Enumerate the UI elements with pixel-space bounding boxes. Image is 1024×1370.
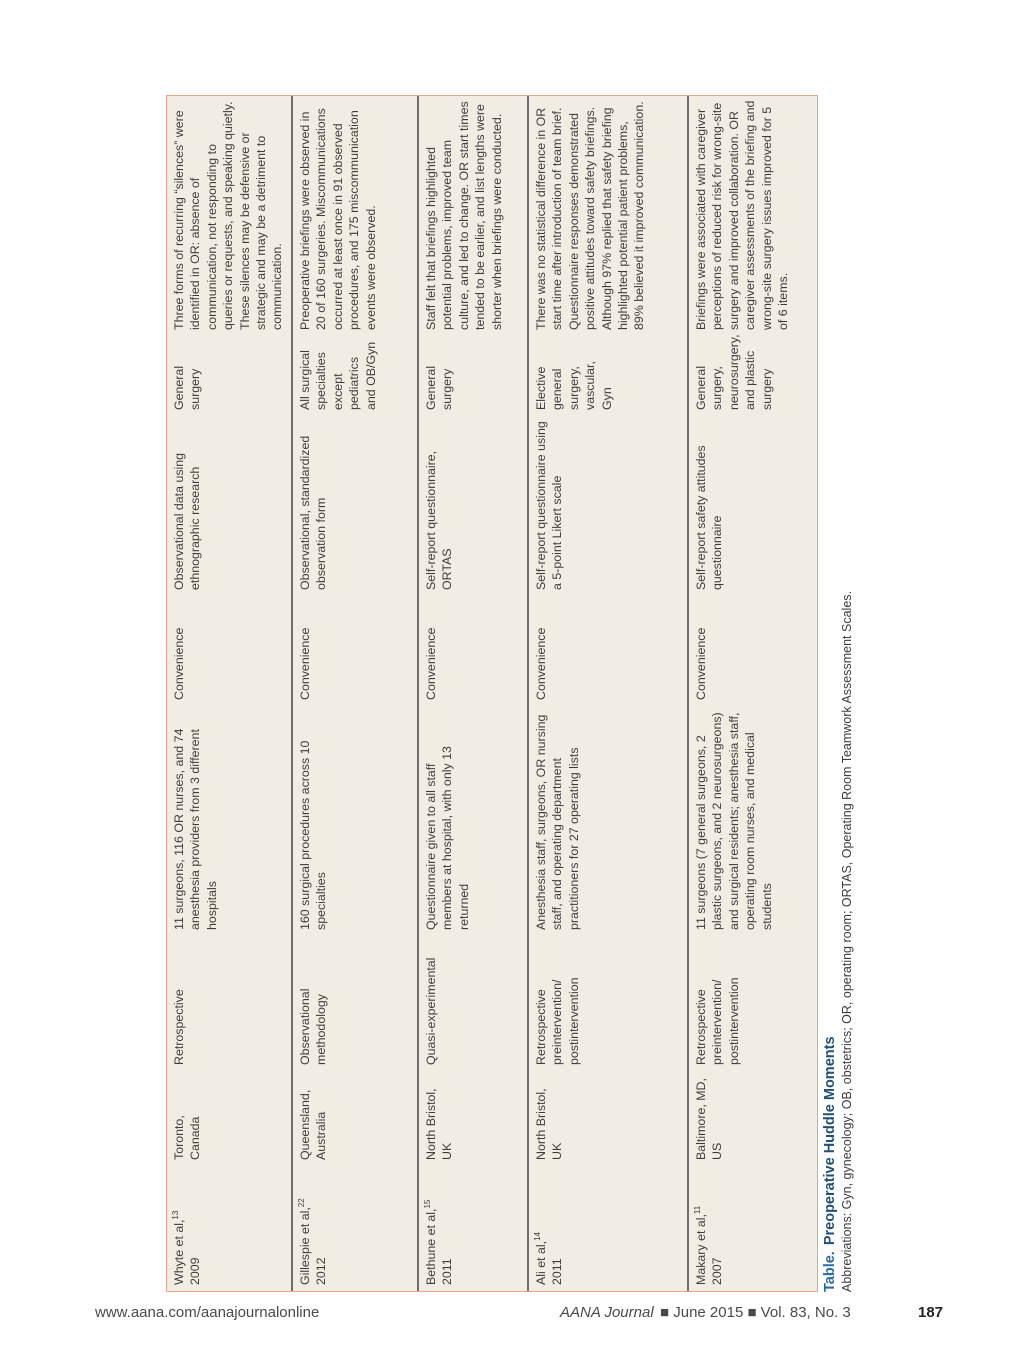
table-row — [167, 96, 293, 1291]
sampling-cell: Convenience — [298, 627, 312, 700]
sampling-cell: Convenience — [172, 627, 186, 700]
specialty-cell: General surgery, neurosurgery, and plastic surgery — [694, 334, 774, 410]
table-row — [293, 96, 419, 1291]
instrument-cell: Observational data using ethnographic research — [172, 452, 203, 590]
specialty-cell: General surgery — [172, 365, 203, 410]
table-row — [419, 96, 529, 1291]
findings-cell: Staff felt that briefings highlighted potential problems, improved team culture, and led to change. OR start times tended to be earlier, and list lengths were shorter when briefings were conducted. — [424, 101, 504, 330]
design-cell: Retrospective preintervention/ postintervention — [694, 977, 741, 1065]
participants-cell: Questionnaire given to all staff members at hospital, with only 13 returned — [424, 746, 471, 930]
participants-cell: Anesthesia staff, surgeons, OR nursing staff, and operating department practitioners for 27 operating lists — [534, 714, 581, 930]
design-cell: Quasi-experimental — [424, 957, 438, 1065]
findings-cell: Briefings were associated with caregiver perceptions of reduced risk for wrong-site surgery and improved collaboration. OR caregiver assessments of the briefing and wrong-site surgery issues improved for 5 of 6 items. — [694, 100, 791, 330]
journal-url: www.aana.com/aanajournalonline — [95, 1304, 320, 1321]
design-cell: Observational methodology — [298, 988, 329, 1065]
location-cell: North Bristol, UK — [424, 1088, 455, 1160]
sampling-cell: Convenience — [694, 627, 708, 700]
page-number: 187 — [918, 1304, 944, 1321]
study-cell: Bethune et al,$^{15}$ 2011 — [422, 1199, 455, 1285]
findings-cell: There was no statistical difference in OR start time after introduction of team brief. Questionnaire responses demonstrated positive attitudes toward safety briefings. Although 97% replied that safety briefing highlighted potential patient problems, 89% believed it improved communication. — [534, 101, 647, 330]
rotated-table-block — [166, 95, 866, 1292]
table-row — [529, 96, 689, 1291]
study-cell: Gillespie et al,$^{22}$ 2012 — [296, 1198, 329, 1285]
design-cell: Retrospective — [172, 989, 186, 1065]
journal-name: AANA Journal — [560, 1304, 654, 1321]
table-caption — [821, 95, 855, 1292]
instrument-cell: Self-report questionnaire, ORTAS — [424, 450, 455, 590]
findings-cell: Three forms of recurring “silences” were identified in OR: absence of communication, not responding to queries or requests, and speaking quietly. These silences may be defensive or strategic and may be a detriment to communication. — [172, 101, 285, 330]
findings-cell: Preoperative briefings were observed in 20 of 160 surgeries. Miscommunications occurred at least once in 91 observed procedures, and 175 miscommunication events were observed. — [298, 108, 378, 330]
table-abbreviations: Abbreviations: Gyn, gynecology; OB, obstetrics; OR, operating room; ORTAS, Operating Room Teamwork Assessment Scales. — [840, 591, 854, 1292]
location-cell: Toronto, Canada — [172, 1115, 203, 1160]
studies-table — [166, 95, 818, 1292]
instrument-cell: Self-report safety attitudes questionnaire — [694, 445, 725, 590]
participants-cell: 160 surgical procedures across 10 specialties — [298, 740, 329, 930]
study-cell: Ali et al,$^{14}$ 2011 — [532, 1232, 565, 1285]
instrument-cell: Observational, standardized observation form — [298, 435, 329, 590]
location-cell: Queensland, Australia — [298, 1089, 329, 1160]
location-cell: North Bristol, UK — [534, 1088, 565, 1160]
table-title: Table.Preoperative Huddle Moments — [822, 1036, 838, 1292]
participants-cell: 11 surgeons (7 general surgeons, 2 plastic surgeons, and 2 neurosurgeons) and surgical residents; anesthesia staff, operating room nurses, and medical students — [694, 712, 774, 930]
page-footer — [0, 1304, 1024, 1326]
participants-cell: 11 surgeons, 116 OR nurses, and 74 anesthesia providers from 3 different hospitals — [172, 728, 219, 930]
table-row — [689, 96, 819, 1291]
design-cell: Retrospective preintervention/ postintervention — [534, 977, 581, 1065]
study-cell: Makary et al,$^{11}$ 2007 — [692, 1205, 725, 1285]
location-cell: Baltimore, MD, US — [694, 1078, 725, 1160]
instrument-cell: Self-report questionnaire using a 5-point Likert scale — [534, 421, 565, 590]
sampling-cell: Convenience — [534, 627, 548, 700]
sampling-cell: Convenience — [424, 627, 438, 700]
specialty-cell: General surgery — [424, 365, 455, 410]
specialty-cell: Elective general surgery, vascular, Gyn — [534, 361, 614, 410]
study-cell: Whyte et al,$^{13}$ 2009 — [170, 1210, 203, 1285]
specialty-cell: All surgical specialties except pediatrics and OB/Gyn — [298, 341, 378, 410]
journal-issue: ■ June 2015 ■ Vol. 83, No. 3 — [660, 1304, 851, 1321]
